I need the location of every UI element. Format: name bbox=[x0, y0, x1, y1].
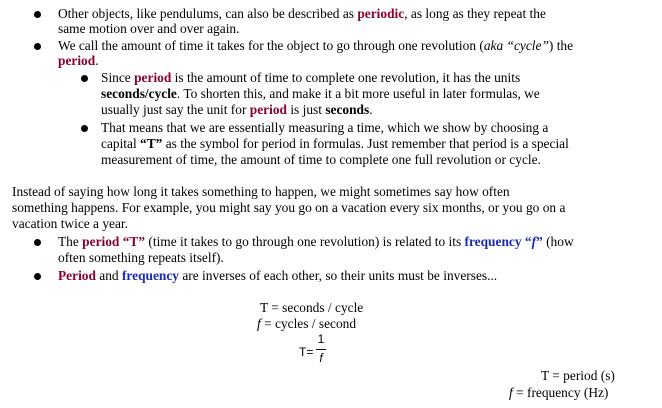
legend-line-1: T = period (s) bbox=[541, 368, 615, 383]
symbol-f: f bbox=[509, 385, 513, 400]
sub-bullet-1-line-2 bbox=[101, 86, 540, 102]
units-seconds: seconds bbox=[325, 102, 370, 117]
text: . To shorten this, and make it a bit more useful in later formulas, we bbox=[176, 86, 540, 101]
bullet-3-line-1 bbox=[58, 234, 574, 250]
bullet-dot bbox=[34, 273, 41, 280]
text: , as long as they repeat the bbox=[404, 6, 546, 21]
sub-bullet-1-line-3 bbox=[101, 102, 373, 118]
text: . bbox=[369, 102, 373, 117]
equation-1: T = seconds / cycle bbox=[260, 300, 364, 315]
text: ) the bbox=[548, 38, 574, 53]
bullet-4-line-1 bbox=[58, 268, 497, 284]
symbol-f: f bbox=[531, 234, 537, 249]
text: and bbox=[95, 268, 122, 283]
term-period: period bbox=[134, 70, 172, 85]
sub-bullet-1-line-1 bbox=[101, 70, 520, 86]
text: ” bbox=[536, 234, 543, 249]
text: is just bbox=[286, 102, 326, 117]
equation-3-lhs: T= bbox=[299, 345, 314, 359]
text: = frequency (Hz) bbox=[512, 385, 609, 400]
text: is the amount of time to complete one revolution, it has the units bbox=[171, 70, 521, 85]
bullet-1-line-2: same motion over and over again. bbox=[58, 21, 240, 36]
aka-text: aka “cycle” bbox=[483, 38, 549, 53]
term-period-T: period “T” bbox=[82, 234, 146, 249]
term-frequency: frequency “ bbox=[464, 234, 532, 249]
bullet-2-line-2 bbox=[58, 53, 99, 69]
paragraph-line-3: vacation twice a year. bbox=[12, 216, 128, 231]
text: Other objects, like pendulums, can also be described as bbox=[58, 6, 358, 21]
text: The bbox=[58, 234, 83, 249]
term-period: period bbox=[58, 53, 96, 68]
fraction-denominator: f bbox=[319, 351, 323, 365]
bullet-dot bbox=[81, 75, 88, 82]
units-seconds-per-cycle: seconds/cycle bbox=[101, 86, 177, 101]
bullet-1-line-1 bbox=[58, 6, 546, 22]
bullet-dot bbox=[34, 11, 41, 18]
symbol-f: f bbox=[257, 316, 261, 331]
text: are inverses of each other, so their units must be inverses... bbox=[179, 268, 498, 283]
text: as the symbol for period in formulas. Just remember that period is a special bbox=[162, 136, 569, 151]
equation-2 bbox=[257, 316, 356, 332]
legend-line-2 bbox=[509, 385, 608, 401]
paragraph-line-2: something happens. For example, you might say you go on a vacation every six months, or you go on a bbox=[12, 200, 566, 215]
bullet-2-line-1 bbox=[58, 38, 573, 54]
text: (how bbox=[542, 234, 574, 249]
text: Since bbox=[101, 70, 135, 85]
text: usually just say the unit for bbox=[101, 102, 250, 117]
bullet-dot bbox=[81, 125, 88, 132]
symbol-T: “T” bbox=[140, 136, 163, 151]
text: (time it takes to go through one revolution) is related to its bbox=[145, 234, 465, 249]
sub-bullet-2-line-3: measurement of time, the amount of time to complete one full revolution or cycle. bbox=[101, 152, 541, 167]
sub-bullet-2-line-1: That means that we are essentially measuring a time, which we show by choosing a bbox=[101, 120, 549, 135]
fraction-numerator: 1 bbox=[317, 332, 325, 346]
sub-bullet-2-line-2 bbox=[101, 136, 569, 152]
bullet-dot bbox=[34, 239, 41, 246]
term-period: Period bbox=[58, 268, 96, 283]
equation-3-fraction bbox=[316, 332, 326, 368]
fraction-bar bbox=[316, 349, 326, 350]
text: = cycles / second bbox=[260, 316, 357, 331]
paragraph-line-1: Instead of saying how long it takes something to happen, we might sometimes say how often bbox=[12, 184, 510, 199]
bullet-dot bbox=[34, 43, 41, 50]
text: We call the amount of time it takes for the object to go through one revolution ( bbox=[58, 38, 484, 53]
term-periodic: periodic bbox=[357, 6, 405, 21]
term-period: period bbox=[249, 102, 287, 117]
bullet-3-line-2: often something repeats itself). bbox=[58, 250, 224, 265]
term-frequency: frequency bbox=[121, 268, 179, 283]
text: . bbox=[95, 53, 99, 68]
text: capital bbox=[101, 136, 141, 151]
